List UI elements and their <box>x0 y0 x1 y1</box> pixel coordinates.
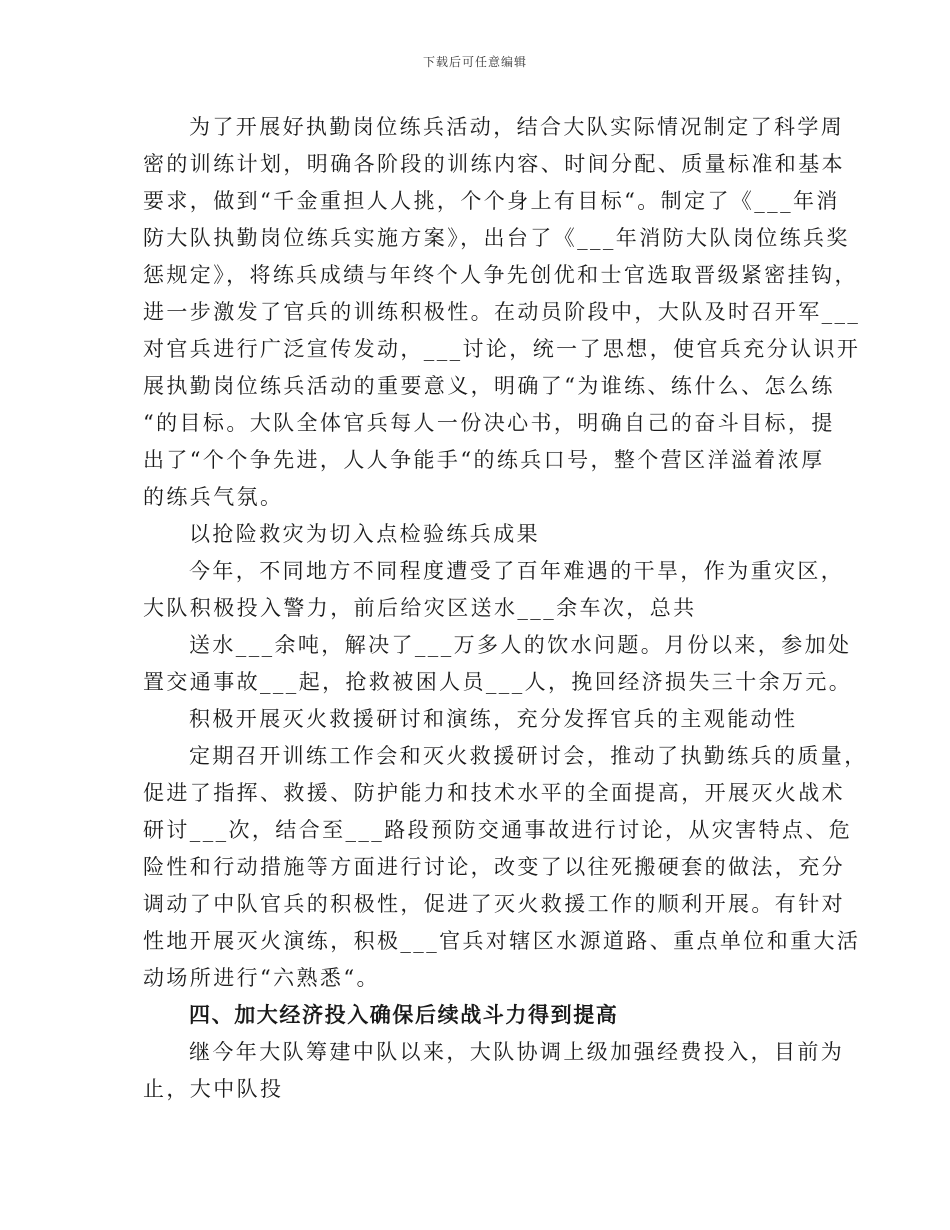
paragraph-line: 止，大中队投 <box>143 1077 284 1101</box>
paragraph-line: 继今年大队筹建中队以来，大队协调上级加强经费投入，目前为 <box>189 1040 845 1064</box>
paragraph-line: 研讨___次，结合至___路段预防交通事故进行讨论，从灾害特点、危 <box>143 818 853 842</box>
paragraph-line: 展执勤岗位练兵活动的重要意义，明确了“为谁练、练什么、怎么练 <box>143 374 835 398</box>
paragraph-line: 的练兵气氛。 <box>143 485 284 509</box>
paragraph-line: 动场所进行“六熟悉“。 <box>143 966 380 990</box>
paragraph-line: 今年，不同地方不同程度遭受了百年难遇的干旱，作为重灾区， <box>189 559 845 583</box>
paragraph-line: 险性和行动措施等方面进行讨论，改变了以往死搬硬套的做法，充分 <box>143 855 845 879</box>
paragraph-line: 进一步激发了官兵的训练积极性。在动员阶段中，大队及时召开军___ <box>143 300 861 324</box>
paragraph-line: 送水___余吨，解决了___万多人的饮水问题。月份以来，参加处 <box>189 633 852 657</box>
bold-heading: 四、加大经济投入确保后续战斗力得到提高 <box>189 1003 619 1027</box>
paragraph-line: 防大队执勤岗位练兵实施方案》，出台了《___年消防大队岗位练兵奖 <box>143 226 850 250</box>
paragraph-line: 性地开展灭火演练，积极___官兵对辖区水源道路、重点单位和重大活 <box>143 929 861 953</box>
download-note: 下载后可任意编辑 <box>422 55 527 69</box>
paragraph-line: 为了开展好执勤岗位练兵活动，结合大队实际情况制定了科学周 <box>189 115 845 139</box>
paragraph-line: 大队积极投入警力，前后给灾区送水___余车次，总共 <box>143 596 697 620</box>
paragraph-line: 要求，做到“千金重担人人挑，个个身上有目标“。制定了《___年消 <box>143 189 840 213</box>
section-heading: 积极开展灭火救援研讨和演练，充分发挥官兵的主观能动性 <box>189 707 798 731</box>
paragraph-line: 惩规定》，将练兵成绩与年终个人争先创优和士官选取晋级紧密挂钩， <box>143 263 858 287</box>
paragraph-line: 促进了指挥、救援、防护能力和技术水平的全面提高，开展灭火战术 <box>143 781 845 805</box>
paragraph-line: 置交通事故___起，抢救被困人员___人，挽回经济损失三十余万元。 <box>143 670 853 694</box>
paragraph-line: 密的训练计划，明确各阶段的训练内容、时间分配、质量标准和基本 <box>143 152 845 176</box>
paragraph-line: 出了“个个争先进，人人争能手“的练兵口号，整个营区洋溢着浓厚 <box>143 448 825 472</box>
paragraph-line: 定期召开训练工作会和灭火救援研讨会，推动了执勤练兵的质量， <box>189 744 868 768</box>
paragraph-line: 调动了中队官兵的积极性，促进了灭火救援工作的顺利开展。有针对 <box>143 892 845 916</box>
paragraph-line: “的目标。大队全体官兵每人一份决心书，明确自己的奋斗目标，提 <box>143 411 835 435</box>
paragraph-line: 对官兵进行广泛宣传发动，___讨论，统一了思想，使官兵充分认识开 <box>143 337 861 361</box>
section-heading: 以抢险救灾为切入点检验练兵成果 <box>189 522 540 546</box>
